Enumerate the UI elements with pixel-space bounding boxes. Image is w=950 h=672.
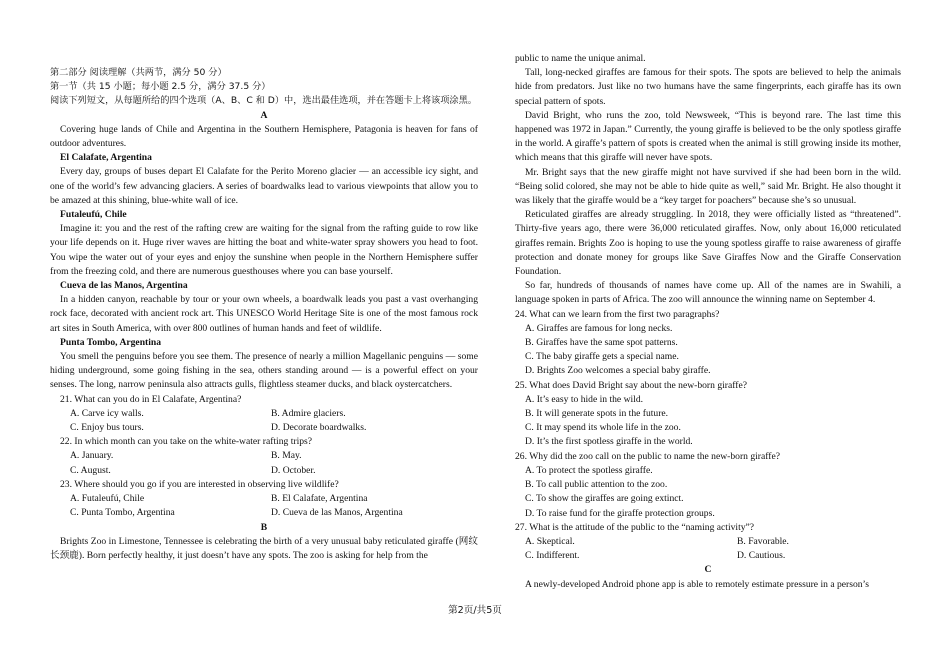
passage-a-letter: A (260, 109, 268, 121)
option: D. Brights Zoo welcomes a special baby giraffe. (525, 365, 711, 377)
option: D. It’s the first spotless giraffe in the world. (525, 436, 693, 448)
question-stem: 23. Where should you go if you are interested in observing live wildlife? (60, 478, 339, 490)
question-options (515, 535, 901, 563)
page-footer: 第2页/共5页 (448, 605, 502, 616)
question-stem: 24. What can we learn from the first two paragraphs? (515, 308, 720, 320)
option: C. It may spend its whole life in the zoo. (525, 422, 681, 434)
question-options (50, 492, 478, 520)
question-stem: 27. What is the attitude of the public to the “naming activity”? (515, 521, 755, 533)
option: B. Favorable. (737, 535, 789, 547)
question-stem: 22. In which month can you take on the white-water rafting trips? (60, 436, 313, 448)
option: B. Giraffes have the same spot patterns. (525, 337, 678, 349)
option: D. Cautious. (737, 550, 786, 562)
passage-b-continued: public to name the unique animal. (515, 53, 646, 64)
option: B. May. (271, 450, 302, 462)
option: A. It’s easy to hide in the wild. (525, 393, 644, 405)
option: B. Admire glaciers. (271, 407, 346, 419)
question-options (50, 407, 478, 435)
place-heading: El Calafate, Argentina (60, 152, 152, 164)
option: B. It will generate spots in the future. (525, 408, 669, 420)
option: C. The baby giraffe gets a special name. (525, 351, 679, 363)
option: A. Carve icy walls. (70, 407, 144, 419)
passage-a-intro: Covering huge lands of Chile and Argentina in the Southern Hemisphere, Patagonia is heaven for fans of outdoor adventures. (50, 123, 478, 150)
option: C. Punta Tombo, Argentina (70, 507, 175, 519)
paragraph: So far, hundreds of thousands of names have come up. All of the names are in Swahili, a language spoken in parts of Africa. The zoo will announce the winning name on September 4. (515, 280, 901, 306)
section-heading: 第二部分 阅读理解（共两节，满分 50 分） (50, 67, 227, 78)
question-stem: 21. What can you do in El Calafate, Argentina? (60, 393, 242, 405)
option: C. August. (70, 464, 111, 476)
place-heading: Futaleufú, Chile (60, 209, 127, 221)
question-stem: 25. What does David Bright say about the new-born giraffe? (515, 379, 747, 391)
question-stem: 26. Why did the zoo call on the public to name the new-born giraffe? (515, 450, 780, 462)
option: A. Futaleufú, Chile (70, 493, 145, 505)
paragraph: Reticulated giraffes are already struggling. In 2018, they were officially listed as “threatened”. Thirty-five years ago, there were 36,000 reticulated giraffes. Now, only about 16,000 reticulated giraffes remain. Brights Zoo is hoping to use the young spotless giraffe to raise awareness of giraffe protection and donate money for groups like Save Giraffes Now and the Giraffe Conservation Foundation. (515, 209, 901, 278)
option: C. Indifferent. (525, 550, 580, 562)
passage-c-start: A newly-developed Android phone app is able to remotely estimate pressure in a person’s (525, 578, 869, 590)
option: A. Skeptical. (525, 535, 575, 547)
option: A. January. (70, 450, 114, 462)
option: C. To show the giraffes are going extinct. (525, 493, 684, 505)
option: C. Enjoy bus tours. (70, 422, 144, 434)
place-text: Imagine it: you and the rest of the rafting crew are waiting for the signal from the rafting guide to row like your life depends on it. Huge river waves are hitting the boat and white-water spray showers you head to foot. You wipe the water out of your eyes and enjoy the sunshine when people in the Northern Hemisphere suffer from the freezing cold, and there are numerous guesthouses where you can base yourself. (50, 223, 478, 277)
option: B. El Calafate, Argentina (271, 493, 368, 505)
paragraph: David Bright, who runs the zoo, told Newsweek, “This is beyond rare. The last time this happened was 1972 in Japan.” Currently, the young giraffe is believed to be the only spotless giraffe in the world. A giraffe’s pattern of spots is created when the animal is still growing inside its mother, which means that this giraffe will never have spots. (515, 109, 901, 164)
place-text: In a hidden canyon, reachable by tour or your own wheels, a boardwalk leads you past a vast overhanging rock face, decorated with ancient rock art. This UNESCO World Heritage Site is one of the most famous rock art sites in South America, with over 800 outlines of human hands and feet of wildlife. (50, 294, 478, 334)
option: D. October. (271, 464, 316, 476)
passage-b-letter: B (260, 521, 268, 533)
option: D. Cueva de las Manos, Argentina (271, 507, 403, 519)
instructions: 阅读下列短文，从每题所给的四个选项（A、B、C 和 D）中，选出最佳选项，并在答题卡上将该项涂黑。 (50, 95, 477, 107)
option: A. To protect the spotless giraffe. (525, 464, 653, 476)
place-text: Every day, groups of buses depart El Calafate for the Perito Moreno glacier — an accessible icy sight, and one of the world’s few advancing glaciers. A series of boardwalks lead to various viewpoints that allow you to be amazed at this shining, blue-white wall of ice. (50, 166, 478, 206)
passage-b-start: Brights Zoo in Limestone, Tennessee is celebrating the birth of a very unusual baby reticulated giraffe (网纹长颈鹿). Born perfectly healthy, it just doesn’t have any spots. The zoo is asking for help from the (50, 535, 478, 561)
place-heading: Punta Tombo, Argentina (60, 336, 162, 348)
place-text: You smell the penguins before you see them. The presence of nearly a million Magellanic penguins — some hiding underground, some going fishing in the sea, others standing around — is a powerful effect on your senses. The long, narrow peninsula also attracts gulls, flightless steamer ducks, and black oystercatchers. (50, 351, 478, 391)
option: D. Decorate boardwalks. (271, 422, 367, 434)
option: A. Giraffes are famous for long necks. (525, 322, 673, 334)
subsection-heading: 第一节（共 15 小题；每小题 2.5 分，满分 37.5 分） (50, 81, 271, 93)
paragraph: Mr. Bright says that the new giraffe might not have survived if she had been born in the wild. “Being solid colored, she may not be able to hide quite as well,” said Mr. Bright. He also thought it was likely that the giraffe would be a “key target for poachers” because she’s so unusual. (515, 166, 901, 207)
option: B. To call public attention to the zoo. (525, 479, 668, 491)
paragraph: Tall, long-necked giraffes are famous for their spots. The spots are believed to help the animals hide from predators. Just like no two humans have the same fingerprints, each giraffe has its own special pattern of spots. (515, 67, 901, 107)
left-column (50, 66, 478, 563)
question-options (50, 449, 478, 477)
option: D. To raise fund for the giraffe protection groups. (525, 507, 715, 519)
place-heading: Cueva de las Manos, Argentina (60, 280, 188, 292)
right-column (515, 52, 901, 592)
passage-c-letter: C (704, 564, 712, 576)
